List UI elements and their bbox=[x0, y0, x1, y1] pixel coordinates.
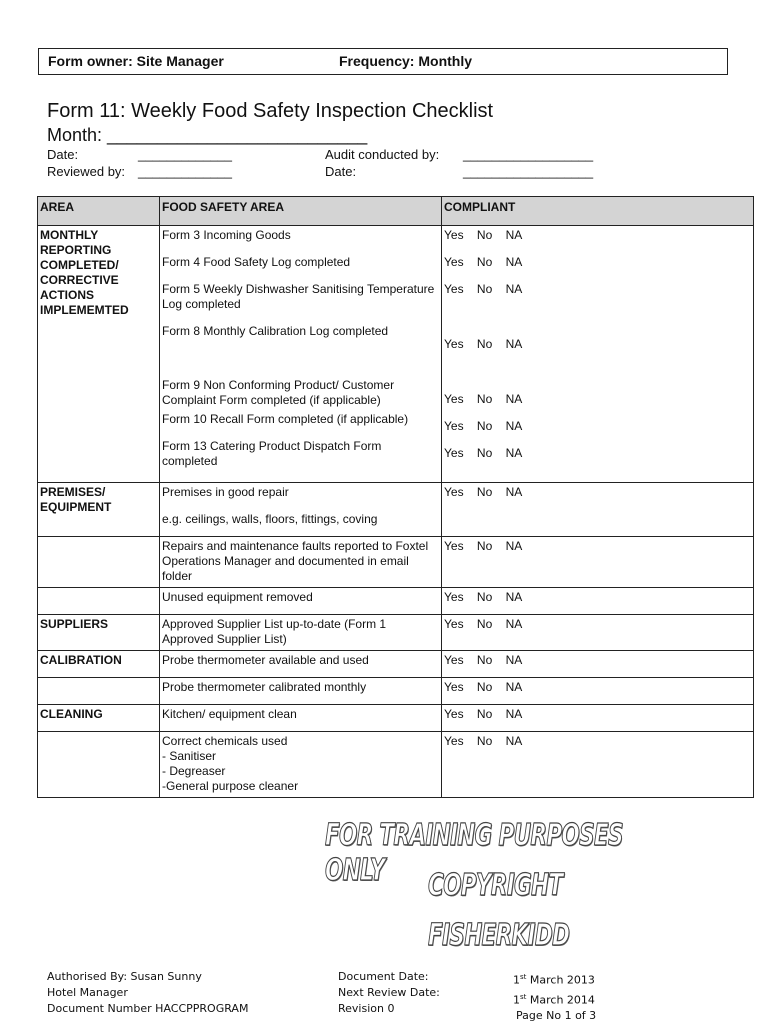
document-date-label: Document Date: bbox=[338, 970, 429, 983]
list-item: -General purpose cleaner bbox=[162, 779, 299, 793]
table-row bbox=[38, 226, 754, 483]
header-area: AREA bbox=[38, 197, 160, 226]
audit-line: __________________ bbox=[463, 147, 594, 162]
header-food-safety-area: FOOD SAFETY AREA bbox=[160, 197, 442, 226]
table-row bbox=[38, 615, 754, 651]
suppliers-item: Approved Supplier List up-to-date (Form 1 Approved Supplier List) bbox=[160, 615, 442, 651]
table-row bbox=[38, 483, 754, 537]
list-item: e.g. ceilings, walls, floors, fittings, coving bbox=[162, 512, 378, 526]
unused-item: Unused equipment removed bbox=[160, 588, 442, 615]
monthly-items bbox=[160, 226, 442, 483]
compliance-options[interactable]: Yes No NA bbox=[444, 392, 523, 406]
area-premises: PREMISES/ EQUIPMENT bbox=[38, 483, 160, 537]
date2-label: Date: bbox=[325, 164, 357, 179]
month-field: Month: __________________________ bbox=[47, 125, 368, 145]
area-monthly: MONTHLY REPORTING COMPLETED/ CORRECTIVE ACTIONS IMPLEMEMTED bbox=[38, 226, 160, 483]
authoriser-role: Hotel Manager bbox=[47, 986, 128, 999]
next-review-date: 1st March 2014 bbox=[513, 992, 595, 1007]
compliance-options[interactable]: Yes No NA bbox=[444, 282, 523, 296]
frequency: Frequency: Monthly bbox=[339, 53, 473, 69]
list-item: Premises in good repair bbox=[162, 485, 289, 499]
date-label: Date: bbox=[47, 147, 79, 162]
area-calibration: CALIBRATION bbox=[38, 651, 160, 678]
compliance-options[interactable]: Yes No NA bbox=[444, 617, 523, 631]
list-item: Form 9 Non Conforming Product/ Customer Complaint Form completed (if applicable) bbox=[162, 378, 395, 407]
compliance-options[interactable]: Yes No NA bbox=[444, 485, 523, 499]
next-review-label: Next Review Date: bbox=[338, 986, 440, 999]
watermark-owner: FISHERKIDD bbox=[428, 918, 570, 953]
audit-label: Audit conducted by: bbox=[325, 147, 440, 162]
reviewed-line: _____________ bbox=[138, 164, 232, 179]
table-row bbox=[38, 651, 754, 678]
revision: Revision 0 bbox=[338, 1002, 395, 1015]
monthly-compliance bbox=[442, 226, 754, 483]
authorised-by: Authorised By: Susan Sunny bbox=[47, 970, 202, 983]
list-item: Form 10 Recall Form completed (if applicable) bbox=[162, 412, 409, 426]
compliance-options[interactable]: Yes No NA bbox=[444, 653, 523, 667]
compliance-options[interactable]: Yes No NA bbox=[444, 419, 523, 433]
checklist-table bbox=[37, 196, 754, 798]
list-item: - Degreaser bbox=[162, 764, 226, 778]
chemicals-item bbox=[160, 732, 442, 798]
cleaning-item: Kitchen/ equipment clean bbox=[160, 705, 442, 732]
table-row bbox=[38, 678, 754, 705]
footer-middle bbox=[338, 969, 440, 1017]
table-row bbox=[38, 588, 754, 615]
compliance-options[interactable]: Yes No NA bbox=[444, 255, 523, 269]
compliance-options[interactable]: Yes No NA bbox=[444, 539, 523, 553]
compliance-options[interactable]: Yes No NA bbox=[444, 228, 523, 242]
table-row bbox=[38, 537, 754, 588]
compliance-options[interactable]: Yes No NA bbox=[444, 337, 523, 351]
area-suppliers: SUPPLIERS bbox=[38, 615, 160, 651]
date-line: _____________ bbox=[138, 147, 232, 162]
form-owner: Form owner: Site Manager bbox=[48, 53, 224, 69]
list-item: Form 13 Catering Product Dispatch Form completed bbox=[162, 439, 382, 468]
watermark-copyright: COPYRIGHT bbox=[428, 868, 563, 903]
compliance-options[interactable]: Yes No NA bbox=[444, 707, 523, 721]
repairs-item: Repairs and maintenance faults reported to Foxtel Operations Manager and documented in email folder bbox=[160, 537, 442, 588]
compliance-options[interactable]: Yes No NA bbox=[444, 680, 523, 694]
list-item: Form 5 Weekly Dishwasher Sanitising Temperature Log completed bbox=[162, 282, 435, 311]
document-number: Document Number HACCPPROGRAM bbox=[47, 1002, 249, 1015]
footer-right bbox=[513, 969, 596, 1024]
watermark-training: FOR TRAINING PURPOSES ONLY bbox=[325, 818, 623, 888]
list-item: - Sanitiser bbox=[162, 749, 217, 763]
list-item: Form 3 Incoming Goods bbox=[162, 228, 291, 242]
list-item: Form 8 Monthly Calibration Log completed bbox=[162, 324, 389, 338]
premises-item bbox=[160, 483, 442, 537]
page-title: Form 11: Weekly Food Safety Inspection Checklist bbox=[47, 100, 494, 122]
footer-left bbox=[47, 969, 248, 1017]
list-item: Form 4 Food Safety Log completed bbox=[162, 255, 351, 269]
calibration-item: Probe thermometer calibrated monthly bbox=[160, 678, 442, 705]
table-row bbox=[38, 732, 754, 798]
date2-line: __________________ bbox=[463, 164, 594, 179]
list-item: Correct chemicals used bbox=[162, 734, 288, 748]
table-header-row bbox=[38, 197, 754, 226]
document-date: 1st March 2013 bbox=[513, 973, 595, 987]
compliance-options[interactable]: Yes No NA bbox=[444, 734, 523, 748]
page-number: Page No 1 of 3 bbox=[516, 1009, 597, 1023]
table-row bbox=[38, 705, 754, 732]
compliance-options[interactable]: Yes No NA bbox=[444, 590, 523, 604]
compliance-options[interactable]: Yes No NA bbox=[444, 446, 523, 460]
header-compliant: COMPLIANT bbox=[442, 197, 754, 226]
form-header-box bbox=[38, 48, 728, 75]
calibration-item: Probe thermometer available and used bbox=[160, 651, 442, 678]
reviewed-label: Reviewed by: bbox=[47, 164, 126, 179]
area-cleaning: CLEANING bbox=[38, 705, 160, 732]
